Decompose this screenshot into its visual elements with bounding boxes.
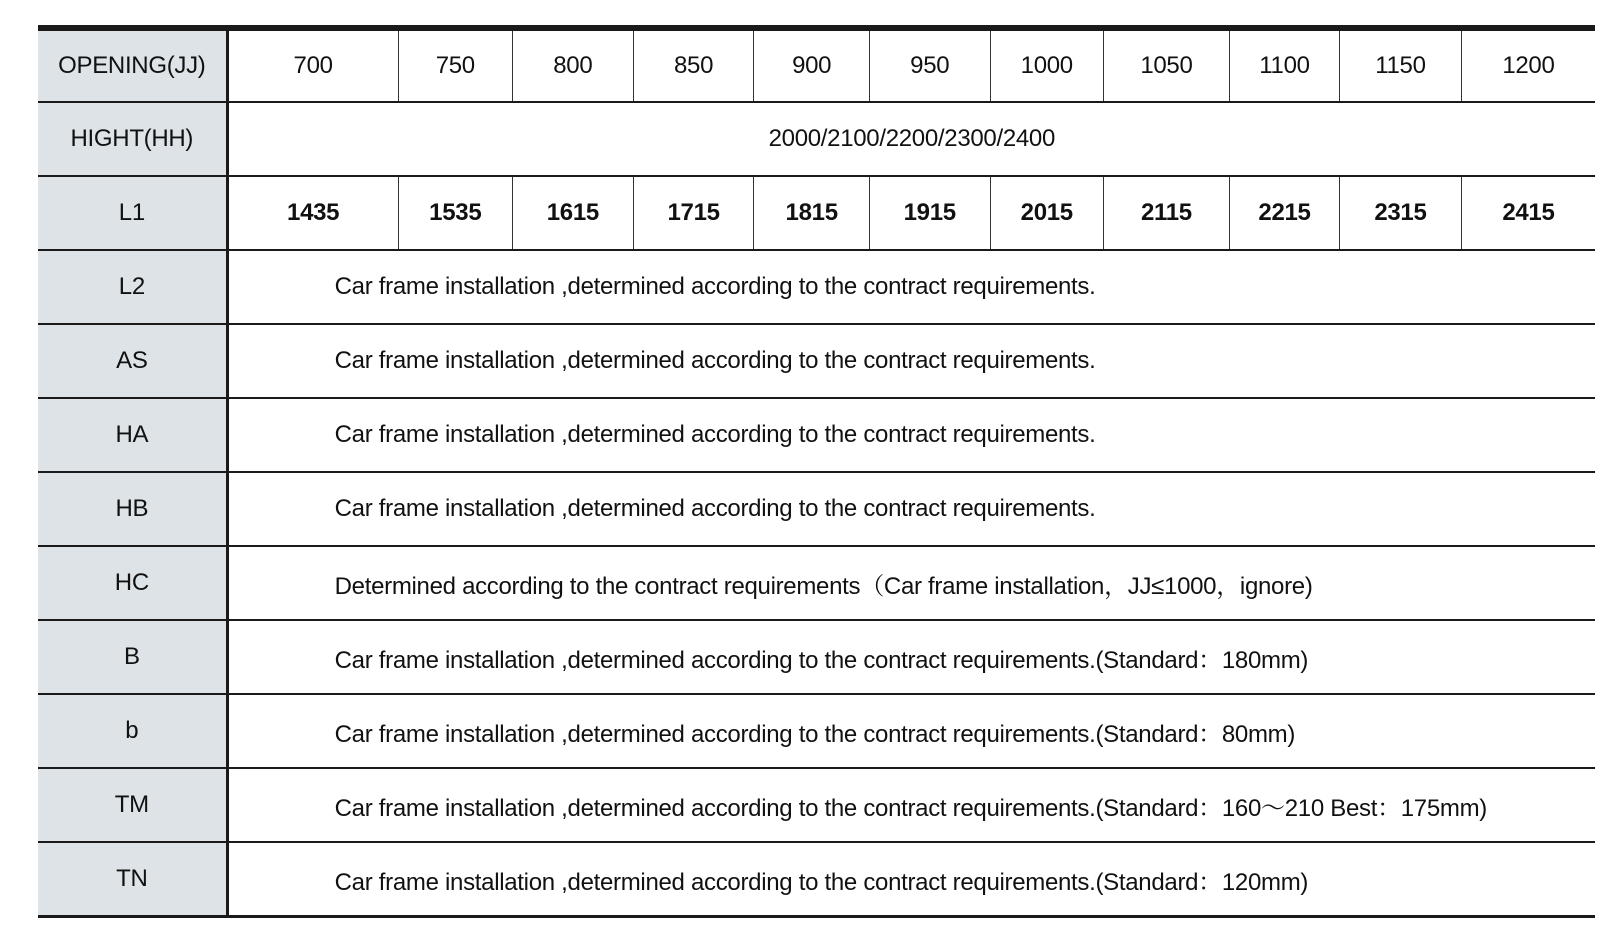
l1-cell: 2015: [990, 176, 1103, 250]
row-label: HA: [38, 398, 227, 472]
row-description: Car frame installation ,determined according to the contract requirements.(Standard：180mm): [227, 620, 1595, 694]
row-description: Car frame installation ,determined according to the contract requirements.: [227, 250, 1595, 324]
spec-table: [38, 25, 1595, 918]
table-row: [38, 472, 1595, 546]
opening-cell: 800: [512, 28, 633, 102]
l1-cell: 1535: [398, 176, 512, 250]
row-label-height: HIGHT(HH): [38, 102, 227, 176]
l1-cell: 1715: [633, 176, 754, 250]
row-description: Car frame installation ,determined according to the contract requirements.: [227, 472, 1595, 546]
row-label: HC: [38, 546, 227, 620]
row-description: Car frame installation ,determined according to the contract requirements.: [227, 398, 1595, 472]
opening-cell: 950: [869, 28, 990, 102]
table-row: [38, 620, 1595, 694]
row-label: AS: [38, 324, 227, 398]
l1-cell: 2215: [1229, 176, 1339, 250]
table-row: [38, 694, 1595, 768]
row-description: Determined according to the contract requirements（Car frame installation，JJ≤1000，ignore): [227, 546, 1595, 620]
opening-cell: 700: [227, 28, 398, 102]
row-label: b: [38, 694, 227, 768]
height-value: 2000/2100/2200/2300/2400: [227, 102, 1595, 176]
opening-cell: 750: [398, 28, 512, 102]
row-label: B: [38, 620, 227, 694]
row-description: Car frame installation ,determined according to the contract requirements.(Standard：160～210 Best：175mm): [227, 768, 1595, 842]
l1-cell: 1615: [512, 176, 633, 250]
opening-cell: 1100: [1229, 28, 1339, 102]
opening-row: [38, 28, 1595, 102]
row-description: Car frame installation ,determined according to the contract requirements.(Standard：80mm): [227, 694, 1595, 768]
row-label-opening: OPENING(JJ): [38, 28, 227, 102]
l1-cell: 1815: [754, 176, 869, 250]
l1-cell: 2415: [1461, 176, 1595, 250]
table-row: [38, 250, 1595, 324]
table-row: [38, 768, 1595, 842]
opening-cell: 1000: [990, 28, 1103, 102]
opening-cell: 1150: [1340, 28, 1462, 102]
table-row: [38, 546, 1595, 620]
row-label-l1: L1: [38, 176, 227, 250]
row-label: TN: [38, 842, 227, 917]
l1-cell: 2315: [1340, 176, 1462, 250]
opening-cell: 850: [633, 28, 754, 102]
opening-cell: 900: [754, 28, 869, 102]
height-row: [38, 102, 1595, 176]
opening-cell: 1050: [1103, 28, 1229, 102]
table-row: [38, 398, 1595, 472]
l1-row: [38, 176, 1595, 250]
row-label: L2: [38, 250, 227, 324]
table-row: [38, 324, 1595, 398]
l1-cell: 1915: [869, 176, 990, 250]
row-label: TM: [38, 768, 227, 842]
l1-cell: 2115: [1103, 176, 1229, 250]
l1-cell: 1435: [227, 176, 398, 250]
row-label: HB: [38, 472, 227, 546]
row-description: Car frame installation ,determined according to the contract requirements.(Standard：120mm): [227, 842, 1595, 917]
row-description: Car frame installation ,determined according to the contract requirements.: [227, 324, 1595, 398]
table-row: [38, 842, 1595, 917]
opening-cell: 1200: [1461, 28, 1595, 102]
